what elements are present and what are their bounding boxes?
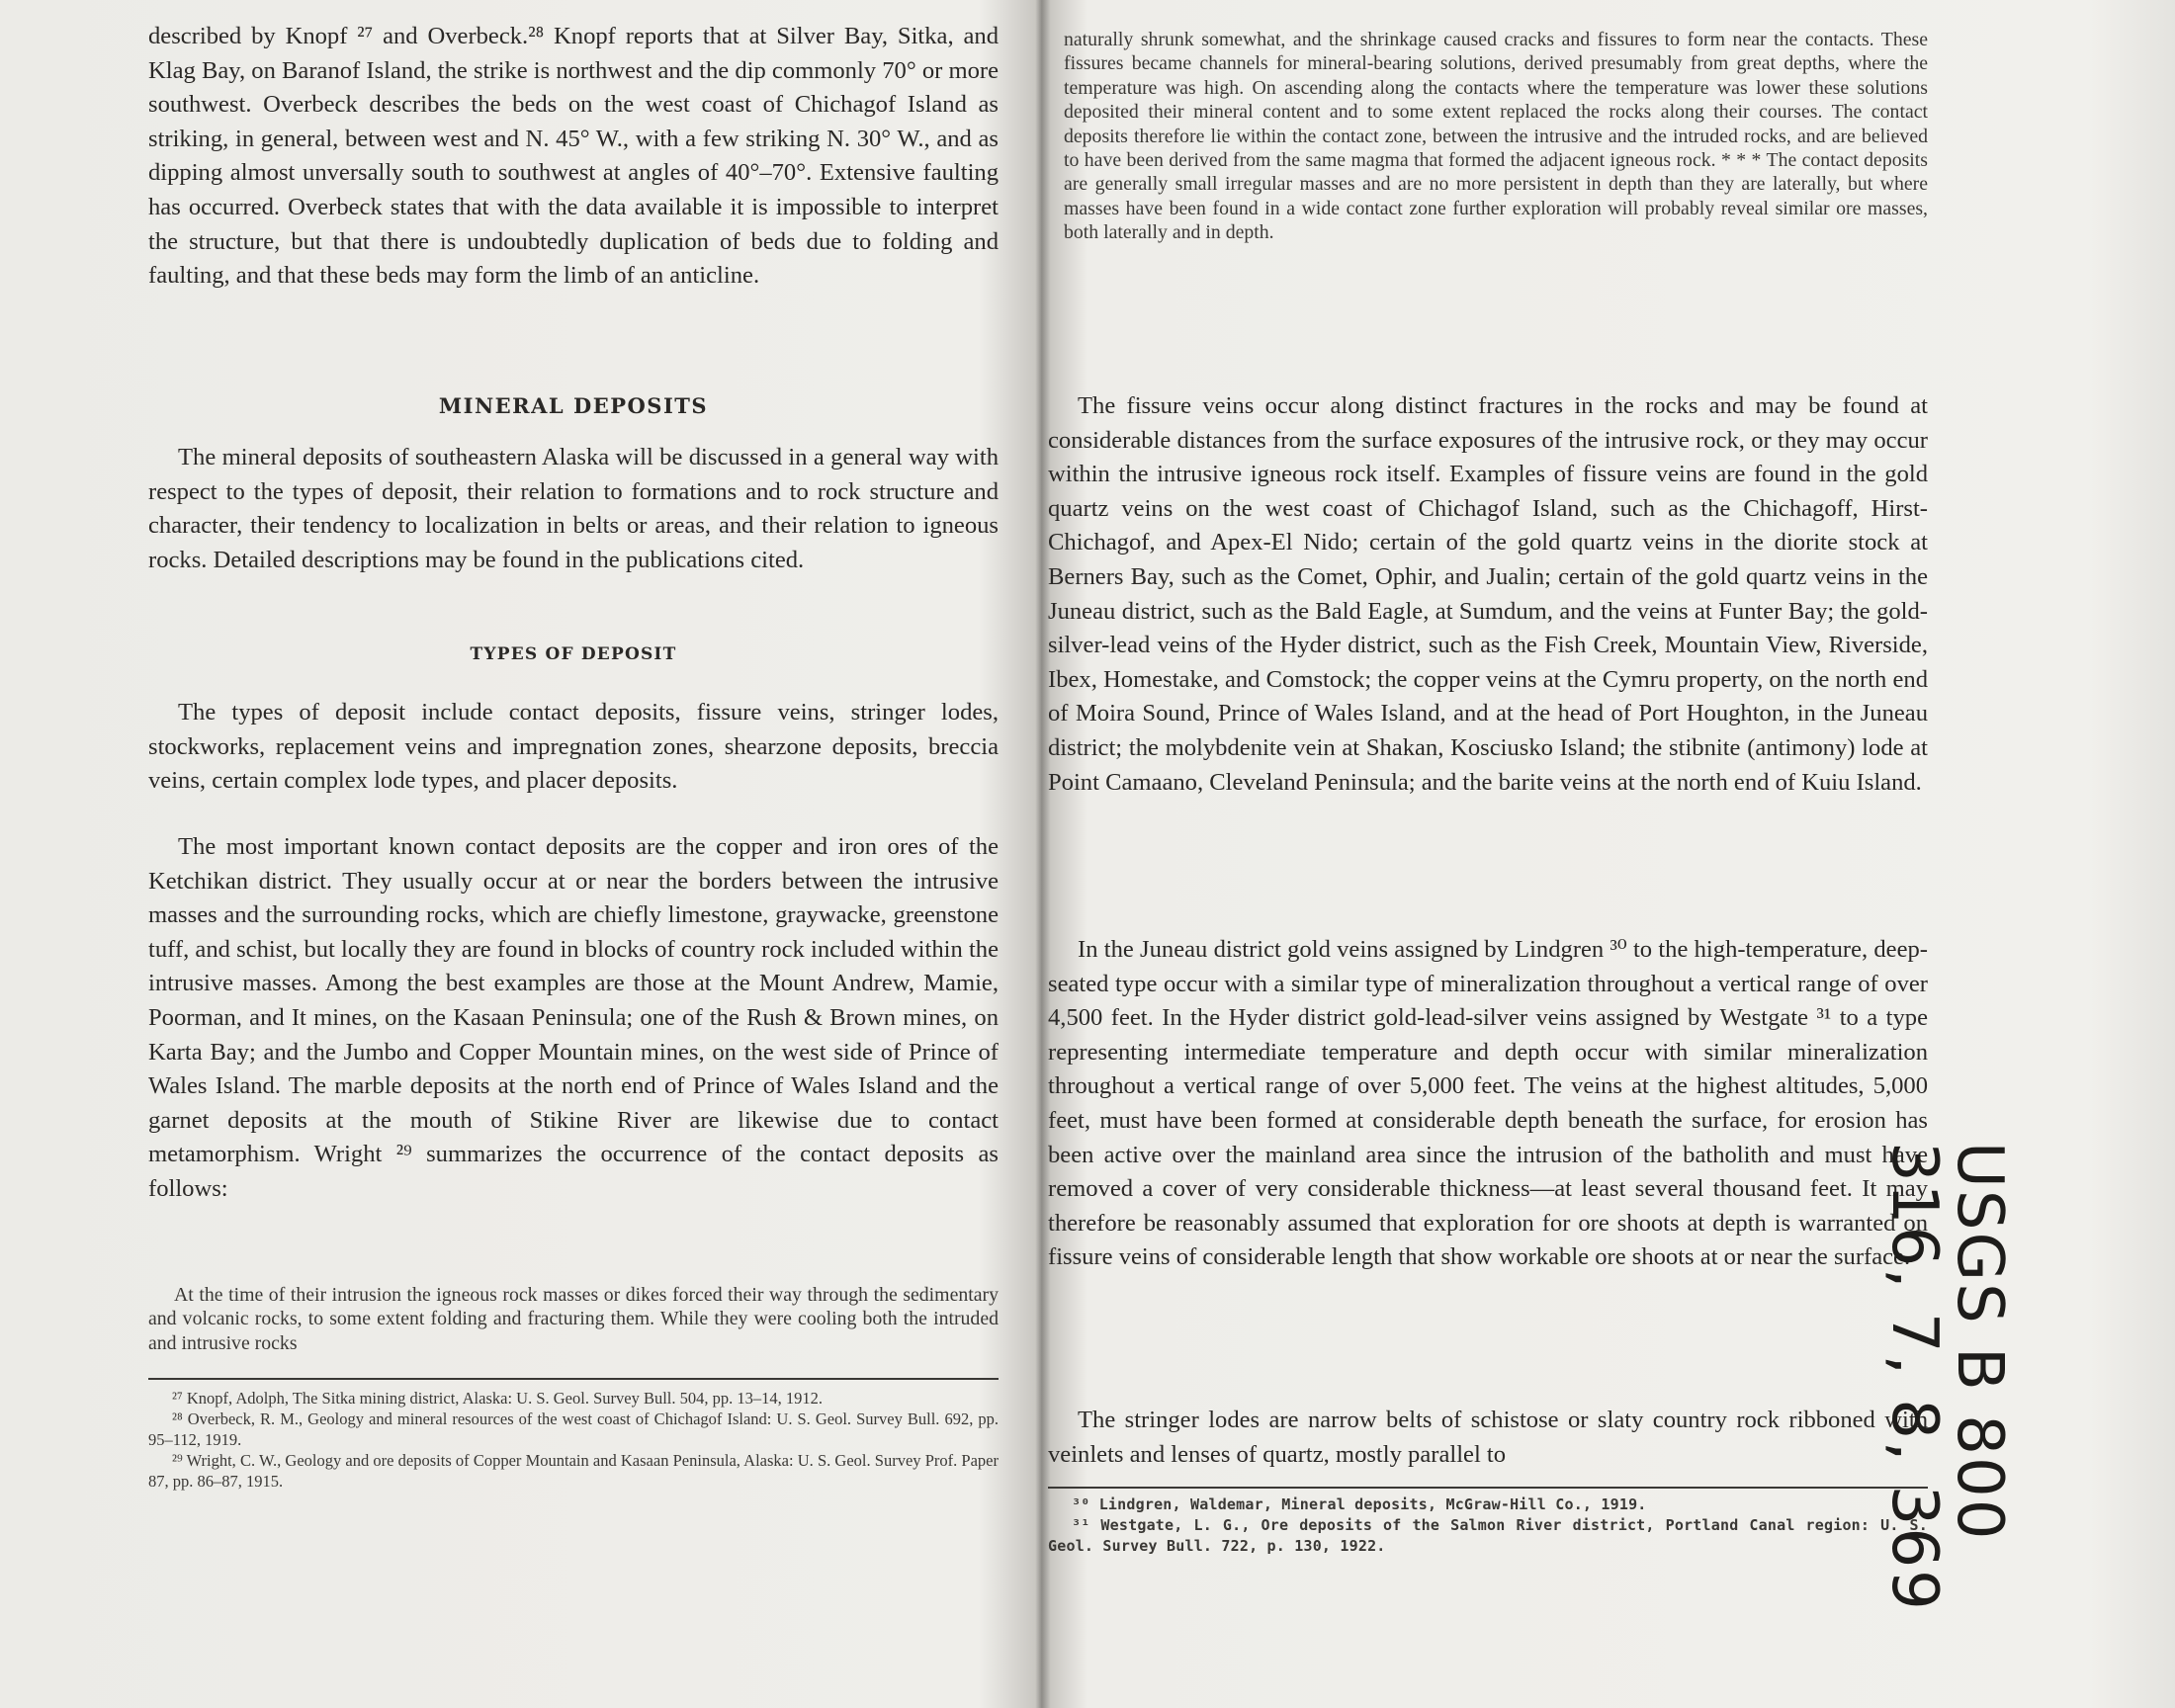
margin-note-line-1: USGS B 800: [1943, 1142, 2016, 1542]
footnote-29: ²⁹ Wright, C. W., Geology and ore deposits of Copper Mountain and Kasaan Peninsula, Alaska: U. S. Geol. Survey Prof. Paper 87, pp. 86–87, 1915.: [148, 1451, 999, 1491]
margin-note-line-2: 316, 7, 8, 369: [1877, 1142, 1951, 1612]
footnote-28: ²⁸ Overbeck, R. M., Geology and mineral resources of the west coast of Chichagof Island: U. S. Geol. Survey Bull. 692, pp. 95–112, 1919.: [148, 1409, 999, 1449]
handwritten-margin-note: [1877, 1142, 2016, 1612]
left-paragraph-2: The mineral deposits of southeastern Alaska will be discussed in a general way with respect to the types of deposit, their relation to formations and to rock structure and character, their tendency to localization in belts or areas, and their relation to igneous rocks. Detailed descriptions may be found in the publications cited.: [148, 444, 999, 573]
right-page: [1048, 0, 1928, 1708]
footnote-30: ³⁰ Lindgren, Waldemar, Mineral deposits, McGraw-Hill Co., 1919.: [1072, 1495, 1647, 1513]
right-paragraph-3: The stringer lodes are narrow belts of schistose or slaty country rock ribboned with veinlets and lenses of quartz, mostly parallel to: [1048, 1407, 1928, 1468]
left-paragraph-1: described by Knopf ²⁷ and Overbeck.²⁸ Knopf reports that at Silver Bay, Sitka, and Klag Bay, on Baranof Island, the strike is northwest and the dip commonly 70° or more southwest. Overbeck describes the beds on the west coast of Chichagof Island as striking, in general, between west and N. 45° W., with a few striking N. 30° W., and as dipping almost unversally south to southwest at angles of 40°–70°. Extensive faulting has occurred. Overbeck states that with the data available it is impossible to interpret the structure, but that there is undoubtedly duplication of beds due to folding and faulting, and that these beds may form the limb of an anticline.: [148, 23, 999, 290]
right-paragraph-2: In the Juneau district gold veins assigned by Lindgren ³⁰ to the high-temperature, deep-seated type occur with a similar type of mineralization throughout a vertical range of over 4,500 feet. In the Hyder district gold-lead-silver veins assigned by Westgate ³¹ to a type representing intermediate temperature and depth occur with similar mineralization throughout a vertical range of over 5,000 feet. The veins at the highest altitudes, 5,000 feet, must have been formed at considerable depth beneath the surface, for erosion has been active over the mainland area since the intrusion of the batholith and must have removed a cover of very considerable thickness—at least several thousand feet. It may therefore be reasonably assumed that exploration for ore shoots at depth is warranted on fissure veins of considerable length that show workable ore shoots at or near the surface.: [1048, 936, 1928, 1271]
right-footnote-rule: [1048, 1487, 1928, 1489]
right-paragraph-1: The fissure veins occur along distinct fractures in the rocks and may be found at considerable distances from the surface exposures of the intrusive rock, or they may occur within the intrusive igneous rock itself. Examples of fissure veins are found in the gold quartz veins on the west coast of Chichagof Island, such as the Chichagoff, Hirst-Chichagof, and Apex-El Nido; certain of the gold quartz veins in the diorite stock at Berners Bay, such as the Comet, Ophir, and Jualin; certain of the gold quartz veins in the Juneau district, such as the Bald Eagle, at Sumdum, and the veins at Funter Bay; the gold-silver-lead veins of the Hyder district, such as the Fish Creek, Mountain View, Riverside, Ibex, Homestake, and Comstock; the copper veins at the Cymru property, on the north end of Moira Sound, Prince of Wales Island, and at the head of Port Houghton, in the Juneau district; the molybdenite vein at Shakan, Kosciusko Island; the stibnite (antimony) lode at Point Camaano, Cleveland Peninsula; and the barite veins at the north end of Kuiu Island.: [1048, 392, 1928, 796]
left-paragraph-3: The types of deposit include contact deposits, fissure veins, stringer lodes, stockworks, replacement veins and impregnation zones, shearzone deposits, breccia veins, certain complex lode types, and placer deposits.: [148, 699, 999, 795]
heading-types-of-deposit: TYPES OF DEPOSIT: [470, 644, 677, 664]
left-footnotes: [148, 1388, 999, 1492]
footnote-27: ²⁷ Knopf, Adolph, The Sitka mining district, Alaska: U. S. Geol. Survey Bull. 504, pp. 13–14, 1912.: [172, 1389, 824, 1408]
left-page: [148, 0, 999, 1708]
left-quote: At the time of their intrusion the igneous rock masses or dikes forced their way through the sedimentary and volcanic rocks, to some extent folding and fracturing them. While they were cooling both the intruded and intrusive rocks: [148, 1284, 999, 1354]
heading-mineral-deposits: MINERAL DEPOSITS: [438, 393, 709, 418]
left-paragraph-4: The most important known contact deposits are the copper and iron ores of the Ketchikan district. They usually occur at or near the borders between the intrusive masses and the surrounding rocks, which are chiefly limestone, graywacke, greenstone tuff, and schist, but locally they are found in blocks of country rock included within the intrusive masses. Among the best examples are those at the Mount Andrew, Mamie, Poorman, and It mines, on the Kasaan Peninsula; one of the Rush & Brown mines, on Karta Bay; and the Jumbo and Copper Mountain mines, on the west side of Prince of Wales Island. The marble deposits at the north end of Prince of Wales Island and the garnet deposits at the mouth of Stikine River are likewise due to contact metamorphism. Wright ²⁹ summarizes the occurrence of the contact deposits as follows:: [148, 833, 999, 1202]
footnote-31: ³¹ Westgate, L. G., Ore deposits of the Salmon River district, Portland Canal region: U. S. Geol. Survey Bull. 722, p. 130, 1922.: [1048, 1516, 1928, 1555]
left-footnote-rule: [148, 1378, 999, 1380]
right-quote: naturally shrunk somewhat, and the shrinkage caused cracks and fissures to form near the contacts. These fissures became channels for mineral-bearing solutions, derived presumably from great depths, where the temperature was high. On ascending along the contacts where the temperature was lower these solutions deposited their mineral content and to some extent replaced the rocks along their courses. The contact deposits therefore lie within the contact zone, between the intrusive and the intruded rocks, and are believed to have been derived from the same magma that formed the adjacent igneous rock. * * * The contact deposits are generally small irregular masses and are no more persistent in depth than they are laterally, but where masses have been found in a wide contact zone further exploration will probably reveal similar ore masses, both laterally and in depth.: [1064, 29, 1928, 244]
right-footnotes: [1048, 1494, 1928, 1557]
